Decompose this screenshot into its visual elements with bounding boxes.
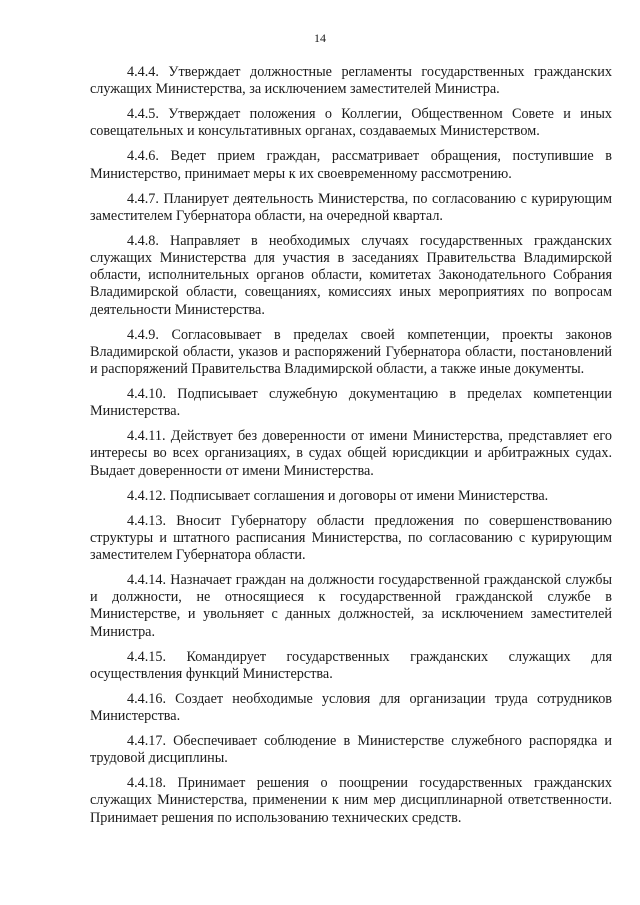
page-number: 14 xyxy=(314,31,326,45)
paragraph-4-4-14: 4.4.14. Назначает граждан на должности государственной гражданской службы и должности, не относящиеся к государственной гражданской службе в Министерстве, и увольняет с данных должностей, за исключением заместителей Министра. xyxy=(90,572,612,640)
paragraph-4-4-4: 4.4.4. Утверждает должностные регламенты государственных гражданских служащих Министерства, за исключением заместителей Министра. xyxy=(90,64,612,98)
paragraph-4-4-10: 4.4.10. Подписывает служебную документацию в пределах компетенции Министерства. xyxy=(90,386,612,420)
paragraph-4-4-17: 4.4.17. Обеспечивает соблюдение в Министерстве служебного распорядка и трудовой дисциплины. xyxy=(90,733,612,767)
paragraph-4-4-15: 4.4.15. Командирует государственных гражданских служащих для осуществления функций Министерства. xyxy=(90,648,612,682)
paragraph-4-4-16: 4.4.16. Создает необходимые условия для организации труда сотрудников Министерства. xyxy=(90,690,612,725)
paragraph-4-4-13: 4.4.13. Вносит Губернатору области предложения по совершенствованию структуры и штатного расписания Министерства, по согласованию с курирующим заместителем Губернатора области. xyxy=(90,512,612,564)
paragraph-4-4-7: 4.4.7. Планирует деятельность Министерства, по согласованию с курирующим заместителем Губернатора области, на очередной квартал. xyxy=(90,190,612,224)
paragraph-4-4-11: 4.4.11. Действует без доверенности от имени Министерства, представляет его интересы во всех организациях, в судах общей юрисдикции и арбитражных судах. Выдает доверенности от имени Министерства. xyxy=(90,428,612,479)
paragraph-4-4-18: 4.4.18. Принимает решения о поощрении государственных гражданских служащих Министерства, применении к ним мер дисциплинарной ответственности. Принимает решения по использованию технических средств. xyxy=(90,775,612,826)
paragraph-4-4-9: 4.4.9. Согласовывает в пределах своей компетенции, проекты законов Владимирской области, указов и распоряжений Губернатора области, постановлений и распоряжений Правительства Владимирской области, а также иные документы. xyxy=(90,326,612,378)
paragraph-4-4-12: 4.4.12. Подписывает соглашения и договоры от имени Министерства. xyxy=(127,487,549,504)
paragraph-4-4-8: 4.4.8. Направляет в необходимых случаях государственных гражданских служащих Министерства для участия в заседаниях Правительства Владимирской области, исполнительных органов области, комитетах Законодательного Собрания Владимирской области, совещаниях, комиссиях иных мероприятиях по вопросам деятельности Министерства. xyxy=(90,232,612,318)
paragraph-4-4-5: 4.4.5. Утверждает положения о Коллегии, Общественном Совете и иных совещательных и консультативных органах, создаваемых Министерством. xyxy=(90,106,612,140)
document-body xyxy=(90,64,612,835)
paragraph-4-4-6: 4.4.6. Ведет прием граждан, рассматривает обращения, поступившие в Министерство, принимает меры к их своевременному рассмотрению. xyxy=(90,148,612,182)
